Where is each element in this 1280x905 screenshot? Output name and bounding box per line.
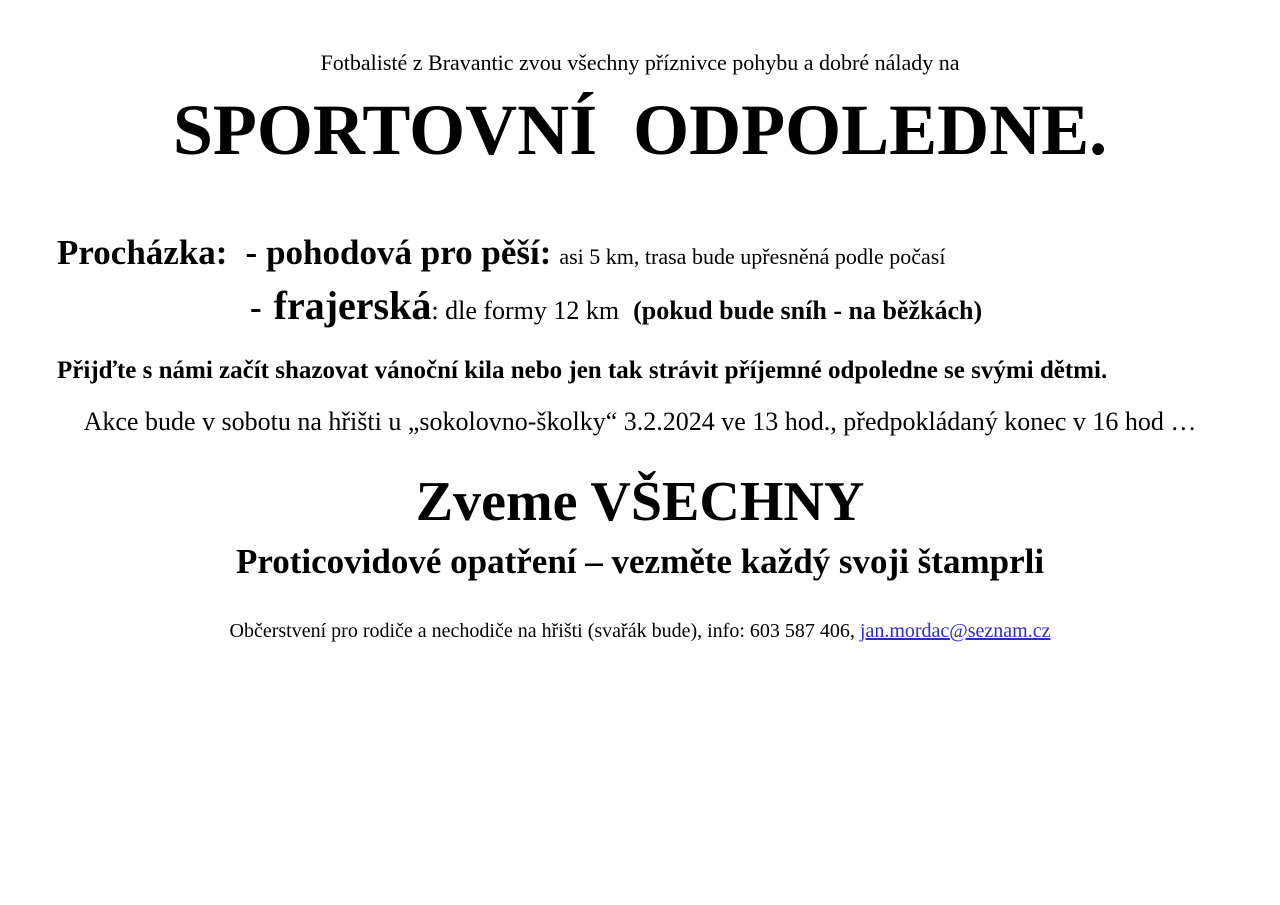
covid-note-line: Proticovidové opatření – vezměte každý svoji štamprli [235, 542, 1045, 582]
walk-option-hard-line [250, 282, 1223, 330]
walk-easy-name: pohodová pro pěší: [266, 233, 552, 273]
walk-hard-detail: : dle formy 12 km [431, 296, 620, 326]
invitation-line: Přijďte s námi začít shazovat vánoční kila nebo jen tak strávit příjemné odpoledne se svými dětmi. [57, 357, 1108, 385]
footer-contact-text: Občerstvení pro rodiče a nechodiče na hřišti (svařák bude), info: 603 587 406, [229, 620, 855, 643]
walk-easy-detail: asi 5 km, trasa bude upřesněná podle počasí [559, 244, 946, 270]
walk-hard-dash: - [250, 288, 262, 328]
headline-zveme-vsechny: Zveme VŠECHNY [415, 470, 865, 533]
event-info-line: Akce bude v sobotu na hřišti u „sokolovno-školky“ 3.2.2024 ve 13 hod., předpokládaný konec v 16 hod … [83, 407, 1197, 437]
flyer-title: SPORTOVNÍ ODPOLEDNE. [172, 90, 1108, 171]
email-link[interactable]: jan.mordac@seznam.cz [859, 620, 1051, 643]
footer-contact-line [57, 619, 1223, 643]
walk-hard-name: frajerská [273, 283, 432, 329]
walk-hard-snow-note: (pokud bude sníh - na běžkách) [633, 296, 983, 326]
intro-line: Fotbalisté z Bravantic zvou všechny příznivce pohybu a dobré nálady na [320, 50, 960, 75]
walk-option-easy-line [57, 232, 1223, 274]
walk-easy-dash: - [245, 233, 258, 273]
walk-label: Procházka: [57, 233, 228, 273]
